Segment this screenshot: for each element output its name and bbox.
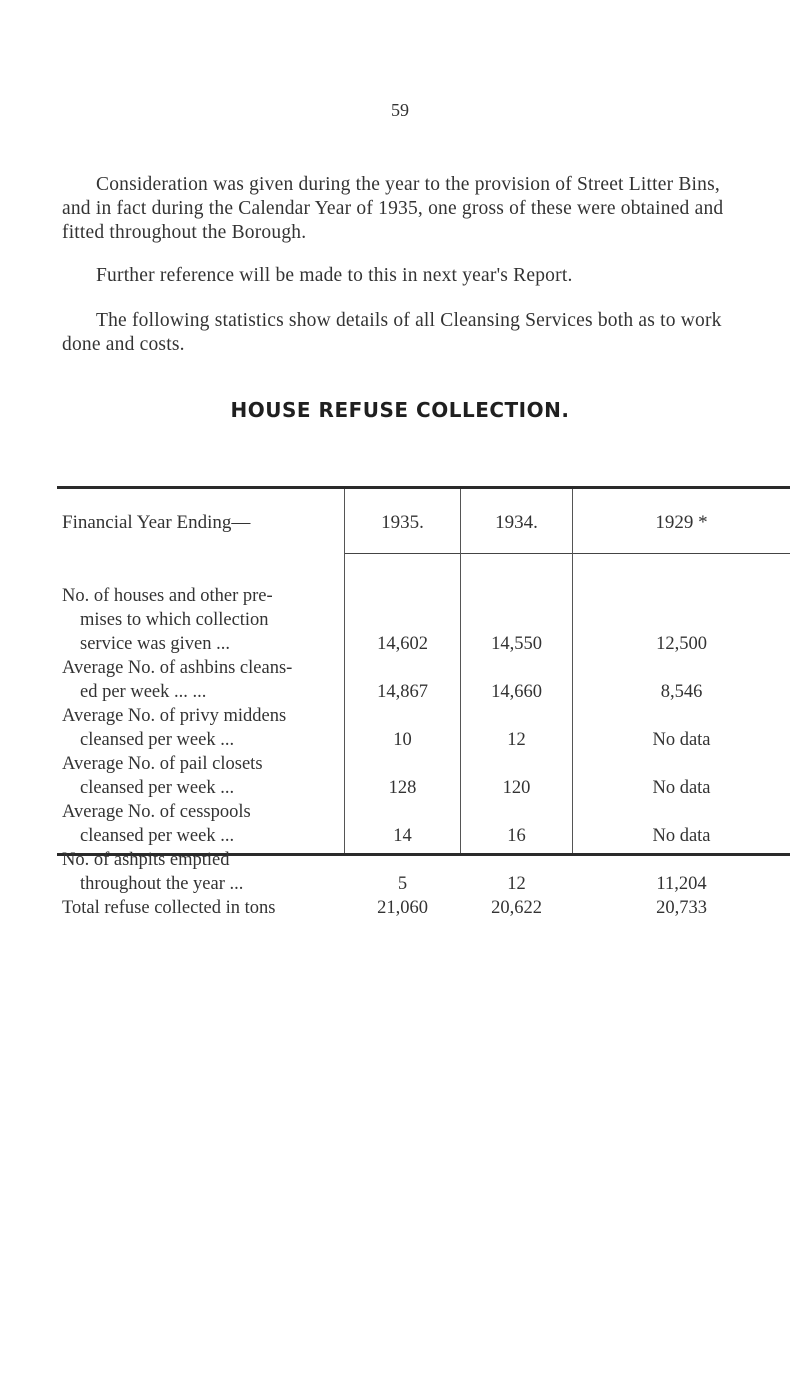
- row-label-line: Average No. of ashbins cleans-: [62, 658, 293, 678]
- table-top-rule: [57, 486, 790, 489]
- refuse-collection-table: [57, 486, 790, 918]
- row-label-line: Average No. of cesspools: [62, 802, 251, 822]
- paragraph-further-reference-text: Further reference will be made to this in next year's Report.: [96, 265, 573, 286]
- row-label: [57, 752, 347, 800]
- paragraph-statistics-intro: [62, 309, 737, 357]
- table-header-label: Financial Year Ending—: [62, 512, 251, 533]
- paragraph-further-reference: [62, 264, 737, 288]
- row-label-line: ed per week ... ...: [80, 682, 207, 702]
- table-row: [57, 656, 790, 704]
- row-label-line: mises to which collection: [80, 610, 269, 630]
- cell-1934: 12: [507, 874, 526, 894]
- row-label: [57, 848, 347, 896]
- cell-1929: 8,546: [660, 682, 703, 702]
- row-label-line: cleansed per week ...: [80, 730, 235, 750]
- row-label-line: Average No. of pail closets: [62, 754, 263, 774]
- paragraph-statistics-intro-text: The following statistics show details of all Cleansing Services both as to work done and costs.: [62, 310, 722, 355]
- cell-1934: 12: [507, 730, 526, 750]
- section-heading: HOUSE REFUSE COLLECTION.: [230, 398, 570, 422]
- cell-1935: 10: [393, 730, 412, 750]
- table-row: [57, 800, 790, 848]
- column-header-1935: 1935.: [381, 512, 424, 533]
- cell-1935: 14: [393, 826, 412, 846]
- table-header-rule: [344, 553, 790, 554]
- column-header-1934: 1934.: [495, 512, 538, 533]
- row-label-line: cleansed per week ...: [80, 778, 235, 798]
- row-label: [57, 704, 347, 752]
- row-label: [57, 656, 347, 704]
- table-body: [57, 584, 790, 920]
- row-label-line: No. of houses and other pre-: [62, 586, 273, 606]
- cell-1935: 21,060: [377, 898, 428, 918]
- cell-1935: 128: [388, 778, 417, 798]
- cell-1934: 16: [507, 826, 526, 846]
- cell-1929: 12,500: [656, 634, 707, 654]
- column-header-1929: 1929 *: [655, 512, 708, 533]
- row-label-line: cleansed per week ...: [80, 826, 235, 846]
- row-label: [57, 800, 347, 848]
- cell-1929: No data: [652, 826, 711, 846]
- table-row: [57, 848, 790, 896]
- row-label: [57, 584, 347, 656]
- cell-1934: 120: [502, 778, 531, 798]
- row-label-line: No. of ashpits emptied: [62, 850, 230, 870]
- cell-1934: 14,550: [491, 634, 542, 654]
- row-label-line: service was given ...: [80, 634, 231, 654]
- table-row: [57, 704, 790, 752]
- cell-1935: 14,602: [377, 634, 428, 654]
- cell-1929: No data: [652, 778, 711, 798]
- table-row: [57, 584, 790, 656]
- row-label-line: Average No. of privy middens: [62, 706, 287, 726]
- row-label-line: throughout the year ...: [80, 874, 244, 894]
- cell-1929: 20,733: [656, 898, 707, 918]
- cell-1929: No data: [652, 730, 711, 750]
- paragraph-litter-bins: [62, 173, 737, 245]
- page-number: 59: [391, 100, 409, 120]
- cell-1934: 14,660: [491, 682, 542, 702]
- cell-1935: 5: [397, 874, 408, 894]
- row-label-line: Total refuse collected in tons: [62, 898, 276, 918]
- cell-1929: 11,204: [656, 874, 707, 894]
- paragraph-litter-bins-text: Consideration was given during the year to the provision of Street Litter Bins, and in fact during the Calendar Year of 1935, one gross of these were obtained and fitted throughout the Borough.: [62, 174, 724, 243]
- cell-1935: 14,867: [377, 682, 428, 702]
- row-label: [57, 896, 347, 920]
- cell-1934: 20,622: [491, 898, 542, 918]
- table-row: [57, 752, 790, 800]
- table-row: [57, 896, 790, 920]
